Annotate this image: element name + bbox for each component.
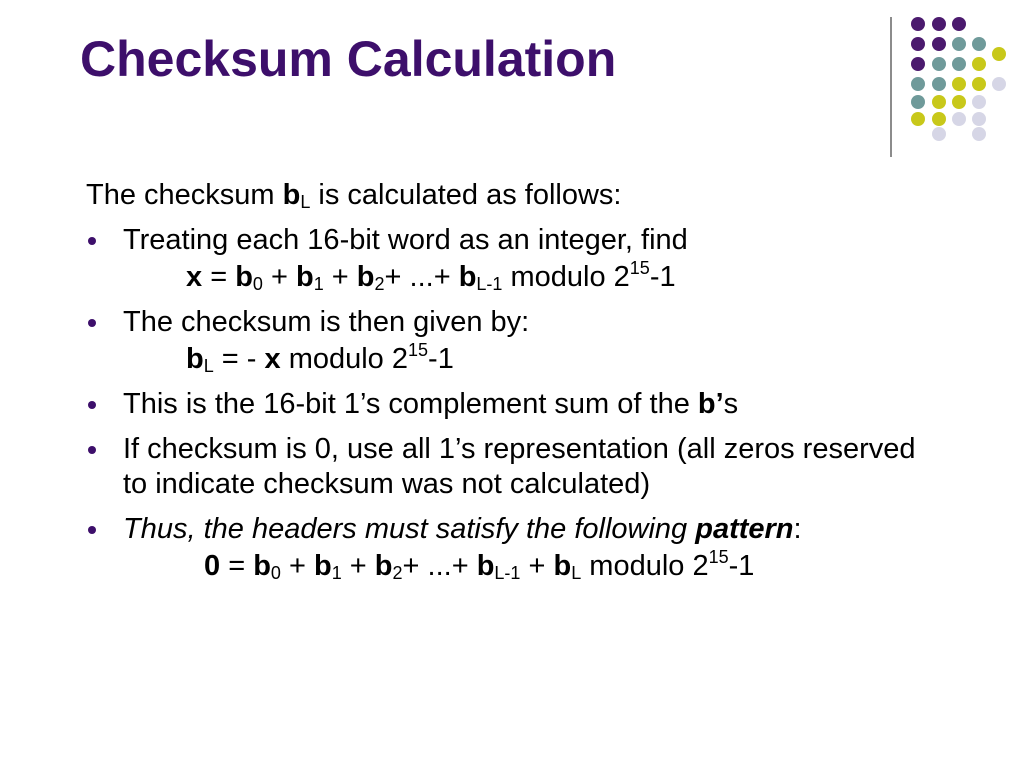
formula-var: b (296, 261, 314, 293)
decor-dot (932, 95, 946, 109)
formula-sub: 1 (313, 274, 324, 294)
decor-dot (911, 37, 925, 51)
decor-dot (952, 112, 966, 126)
decor-dot (972, 112, 986, 126)
bullet-bold: b’ (697, 388, 724, 420)
formula-sub: 0 (270, 563, 281, 583)
formula-op: + ...+ (384, 261, 459, 293)
formula-var: x (264, 343, 281, 375)
formula-var: b (253, 550, 271, 582)
decor-dot (911, 57, 925, 71)
formula-exp: 15 (408, 340, 429, 360)
bullet-text: The checksum is then given by: (123, 306, 530, 338)
decor-dot (972, 57, 986, 71)
intro-var: b (282, 179, 301, 211)
decor-dot (932, 17, 946, 31)
formula-op: + (280, 550, 314, 582)
slide-title: Checksum Calculation (80, 31, 617, 87)
formula-exp: 15 (708, 547, 729, 567)
formula-sub: 1 (331, 563, 342, 583)
decor-dot (952, 37, 966, 51)
formula-var: 0 (204, 550, 221, 582)
decor-dot (972, 127, 986, 141)
bullet-italic: Thus, the headers must satisfy the following (123, 513, 696, 545)
formula-var: b (458, 261, 477, 293)
bullet-item (86, 512, 966, 547)
bullet-item (86, 432, 923, 502)
formula-var: b (314, 550, 332, 582)
formula-sub: 2 (392, 563, 403, 583)
formula-pattern (86, 549, 966, 584)
bullet-item (86, 387, 966, 422)
formula-sum (86, 260, 966, 295)
formula-sub: L (203, 356, 214, 376)
formula-op: + ...+ (402, 550, 477, 582)
formula-op: = (220, 550, 254, 582)
formula-sub: L (571, 563, 582, 583)
decor-dot (992, 77, 1006, 91)
slide-body (86, 178, 966, 586)
formula-op: = (202, 261, 236, 293)
decor-dot (932, 57, 946, 71)
bullet-text-end: : (793, 513, 802, 545)
formula-var: b (476, 550, 495, 582)
formula-modulo: modulo 2 (280, 343, 408, 375)
intro-sub: L (300, 192, 311, 212)
formula-var: b (186, 343, 204, 375)
decor-dot (911, 77, 925, 91)
decor-dot (952, 95, 966, 109)
decor-dot (972, 37, 986, 51)
intro-line (86, 178, 966, 213)
bullet-item (86, 223, 966, 258)
decor-dot (911, 95, 925, 109)
bullet-text-end: s (723, 388, 739, 420)
bullet-item (86, 305, 966, 340)
decor-dot (952, 57, 966, 71)
formula-op: + (520, 550, 554, 582)
decor-dot (972, 95, 986, 109)
formula-op: = - (213, 343, 265, 375)
formula-tail: -1 (428, 343, 454, 375)
formula-tail: -1 (728, 550, 755, 582)
formula-op: + (323, 261, 357, 293)
formula-var: b (553, 550, 572, 582)
formula-sub: 0 (252, 274, 263, 294)
formula-checksum (86, 342, 966, 377)
formula-var: b (235, 261, 253, 293)
formula-tail: -1 (649, 261, 676, 293)
header-divider (890, 17, 892, 157)
decor-dot (911, 112, 925, 126)
formula-var: b (374, 550, 393, 582)
formula-modulo: modulo 2 (581, 550, 709, 582)
formula-op: + (341, 550, 375, 582)
formula-sub: L-1 (476, 274, 503, 294)
formula-sub: 2 (374, 274, 385, 294)
formula-op: + (262, 261, 296, 293)
decor-dot (952, 77, 966, 91)
decor-dot (932, 77, 946, 91)
decor-dot (932, 37, 946, 51)
bullet-bold-italic: pattern (695, 513, 794, 545)
intro-text-end: is calculated as follows: (310, 179, 622, 211)
decor-dot (952, 17, 966, 31)
bullet-text: Treating each 16-bit word as an integer, find (123, 224, 688, 256)
decor-dot (992, 47, 1006, 61)
intro-text: The checksum (86, 179, 283, 211)
bullet-text: If checksum is 0, use all 1’s representation (all zeros reserved to indicate checksum was not calculated) (123, 433, 916, 500)
decor-dot (972, 77, 986, 91)
formula-exp: 15 (629, 258, 650, 278)
bullet-text: This is the 16-bit 1’s complement sum of the (123, 388, 698, 420)
decor-dot (932, 112, 946, 126)
formula-var: b (356, 261, 375, 293)
decor-dot (911, 17, 925, 31)
formula-modulo: modulo 2 (502, 261, 630, 293)
formula-sub: L-1 (494, 563, 521, 583)
decor-dot (932, 127, 946, 141)
formula-var: x (186, 261, 203, 293)
